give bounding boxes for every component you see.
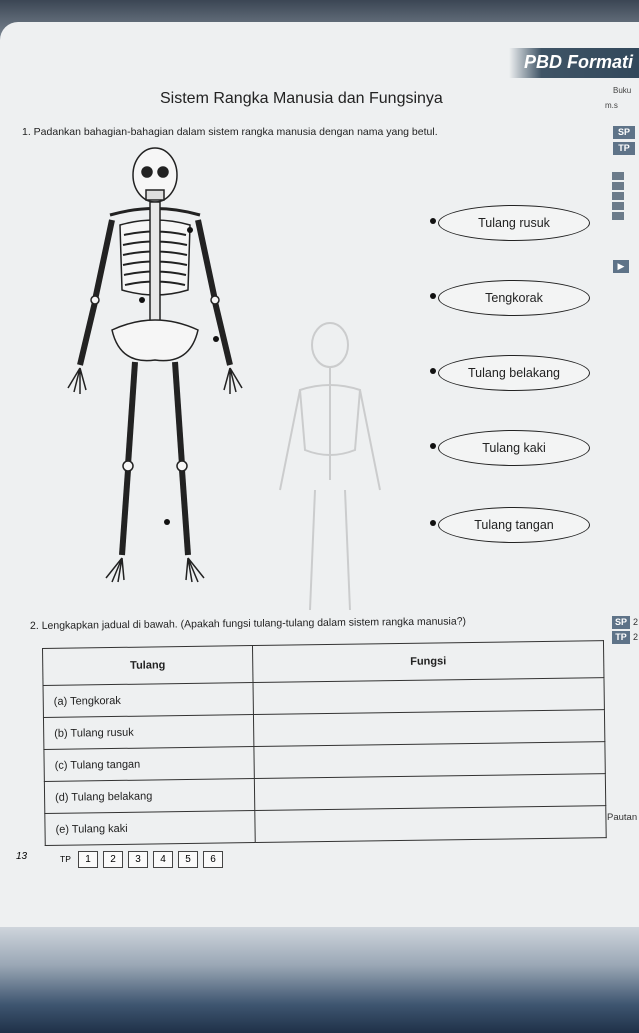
tp-level-box[interactable]: 4 (153, 851, 173, 868)
skeleton-image (50, 140, 260, 595)
tp-badge: TP (613, 142, 635, 155)
function-answer-cell[interactable] (253, 710, 604, 747)
column-header-fungsi: Fungsi (252, 641, 603, 683)
ghost-skeleton-image (250, 320, 410, 620)
page-number: 13 (16, 851, 28, 862)
tp-level-box[interactable]: 1 (78, 851, 98, 868)
label-tulang-kaki: Tulang kaki (438, 430, 590, 466)
function-answer-cell[interactable] (255, 806, 606, 843)
tp-footer-label: TP (60, 854, 71, 864)
tp-level-box[interactable]: 6 (203, 851, 223, 868)
function-answer-cell[interactable] (254, 774, 605, 811)
label-tengkorak: Tengkorak (438, 280, 590, 316)
ms-label: m.s (605, 101, 618, 110)
function-answer-cell[interactable] (254, 742, 605, 779)
question-2-text: 2. Lengkapkan jadual di bawah. (Apakah fungsi tulang-tulang dalam sistem rangka manusia?) (29, 615, 467, 632)
bone-cell: (a) Tengkorak (43, 683, 253, 718)
qr-code-icon (612, 170, 632, 240)
sp-level: 2 (633, 617, 639, 627)
tp-level-box[interactable]: 5 (178, 851, 198, 868)
question-1-text: 1. Padankan bahagian-bahagian dalam sistem rangka manusia dengan nama yang betul. (22, 126, 438, 138)
tp-level-box[interactable]: 3 (128, 851, 148, 868)
connector-dot[interactable] (430, 218, 436, 224)
answer-table (42, 640, 607, 846)
sp-badge: SP (613, 126, 635, 139)
buku-label: Buku (613, 86, 632, 95)
tp-level-box[interactable]: 2 (103, 851, 123, 868)
label-tulang-tangan: Tulang tangan (438, 507, 590, 543)
bone-cell: (b) Tulang rusuk (43, 715, 253, 750)
bone-cell: (c) Tulang tangan (44, 747, 254, 782)
connector-dot[interactable] (430, 443, 436, 449)
tp-badge: TP (612, 631, 630, 644)
tp-level-boxes (78, 851, 228, 868)
page-title: Sistem Rangka Manusia dan Fungsinya (160, 90, 443, 107)
bone-cell: (e) Tulang kaki (45, 811, 255, 846)
sp-badge: SP (612, 616, 630, 629)
connector-dot[interactable] (430, 293, 436, 299)
connector-dot[interactable] (430, 520, 436, 526)
label-tulang-rusuk: Tulang rusuk (438, 205, 590, 241)
background-floor (0, 920, 639, 1033)
pautan-label: Pautan (607, 812, 638, 823)
tp-level: 2 (633, 632, 639, 642)
label-tulang-belakang: Tulang belakang (438, 355, 590, 391)
pbd-banner (509, 48, 639, 78)
bone-cell: (d) Tulang belakang (44, 779, 254, 814)
column-header-tulang: Tulang (43, 646, 253, 686)
connector-dot[interactable] (430, 368, 436, 374)
banner-text: PBD Formati (523, 52, 633, 72)
function-answer-cell[interactable] (253, 678, 604, 715)
play-icon: ▶ (613, 260, 629, 273)
